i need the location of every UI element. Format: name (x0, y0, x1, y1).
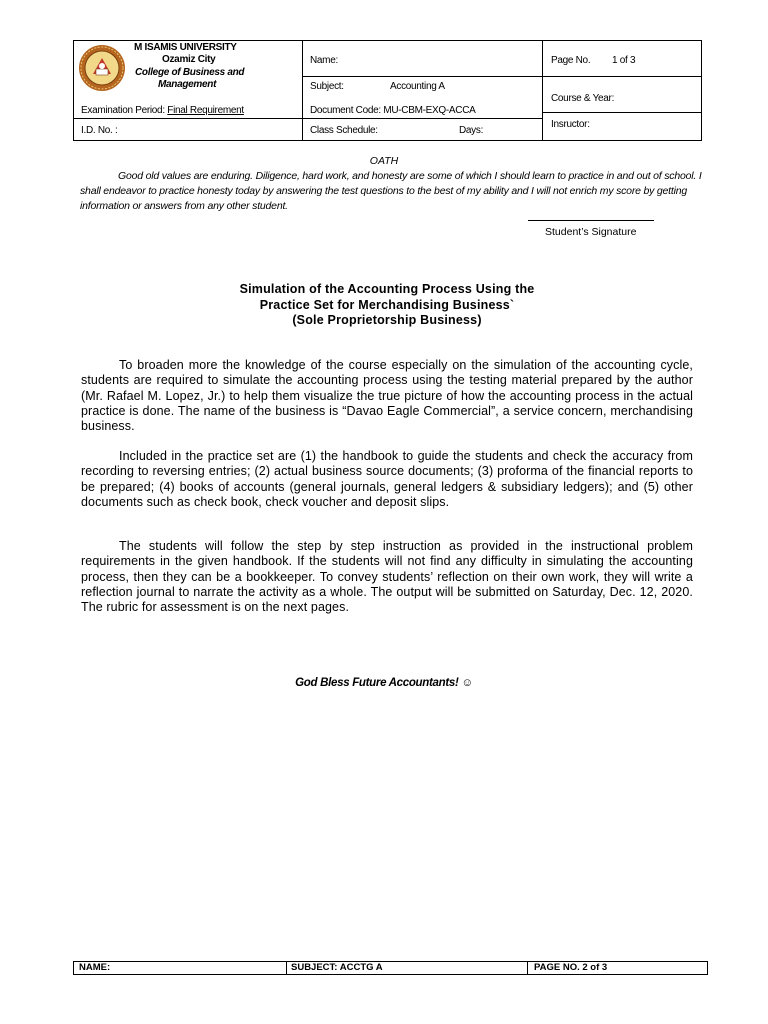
header-divider-2 (542, 41, 543, 140)
course-year-label: Course & Year: (551, 93, 615, 104)
signature-line (528, 220, 654, 221)
title-line-3: (Sole Proprietorship Business) (292, 313, 482, 327)
signature-label: Student’s Signature (545, 226, 637, 238)
body-paragraph-3: The students will follow the step by step instruction as provided in the instructional problem requirements in the given handbook. If the students will not find any difficulty in simulating the accounting process, then they can be a bookkeeper. To convey students’ reflection on their own work, they will write a reflection journal to narrate the activity as a whole. The output will be submitted on Saturday, Dec. 12, 2020. The rubric for assessment is on the next pages. (81, 539, 693, 615)
subject-value: Accounting A (390, 81, 445, 92)
college-name-line1: College of Business and (135, 67, 245, 78)
title-line-1: Simulation of the Accounting Process Using the (239, 282, 535, 296)
body-paragraph-2: Included in the practice set are (1) the handbook to guide the students and check the accuracy from recording to reversing entries; (2) actual business source documents; (3) proforma of the financial reports to be prepared; (4) books of accounts (general journals, general ledgers & subsidiary ledgers); and (5) other documents such as check book, check voucher and deposit slips. (81, 449, 693, 509)
footer-divider-2 (527, 962, 528, 974)
document-title (0, 282, 768, 329)
header-rule-mid-1 (302, 76, 543, 77)
university-city: Ozamiz City (162, 54, 216, 65)
university-name: M ISAMIS UNIVERSITY (134, 42, 237, 53)
instructor-label: Insructor: (551, 119, 590, 130)
document-code: Document Code: MU-CBM-EXQ-ACCA (310, 105, 476, 116)
exam-period-label: Examination Period: (81, 105, 165, 116)
college-name-line2: Management (158, 79, 217, 90)
subject-label: Subject: (310, 81, 344, 92)
header-rule-right-1 (542, 76, 702, 77)
class-schedule-label: Class Schedule: (310, 125, 378, 136)
footer-divider-1 (286, 962, 287, 974)
header-rule-right-2 (542, 112, 702, 113)
closing-blessing: God Bless Future Accountants! ☺ (295, 677, 473, 689)
header-rule-mid-2 (302, 118, 543, 119)
footer-name: NAME: (79, 962, 111, 973)
header-table (73, 40, 702, 141)
oath-title: OATH (369, 155, 399, 167)
days-label: Days: (459, 125, 484, 136)
title-line-2: Practice Set for Merchandising Business` (259, 297, 515, 312)
page-number-value: 1 of 3 (612, 55, 636, 66)
header-divider-1 (302, 41, 303, 140)
footer-subject: SUBJECT: ACCTG A (291, 962, 383, 973)
name-label: Name: (310, 55, 338, 66)
footer-table (73, 961, 708, 975)
university-seal-icon (78, 44, 126, 92)
footer-page: PAGE NO. 2 of 3 (534, 962, 608, 973)
body-paragraph-1: To broaden more the knowledge of the course especially on the simulation of the accounting cycle, students are required to simulate the accounting process using the testing material prepared by the author (Mr. Rafael M. Lopez, Jr.) to help them visualize the true picture of how the accounting process in the actual practice is done. The name of the business is “Davao Eagle Commercial”, a service concern, merchandising business. (81, 358, 693, 434)
page-number-label: Page No. (551, 55, 591, 66)
header-rule-left (74, 118, 303, 119)
exam-period-field (81, 105, 244, 116)
exam-period-value: Final Requirement (167, 105, 244, 116)
id-number-label: I.D. No. : (81, 125, 118, 136)
oath-text: Good old values are enduring. Diligence, hard work, and honesty are some of which I should learn to practice in and out of school. I shall endeavor to practice honesty today by answering the test questions to the best of my ability and I will not enrich my score by getting information or answers from any other student. (80, 170, 702, 212)
